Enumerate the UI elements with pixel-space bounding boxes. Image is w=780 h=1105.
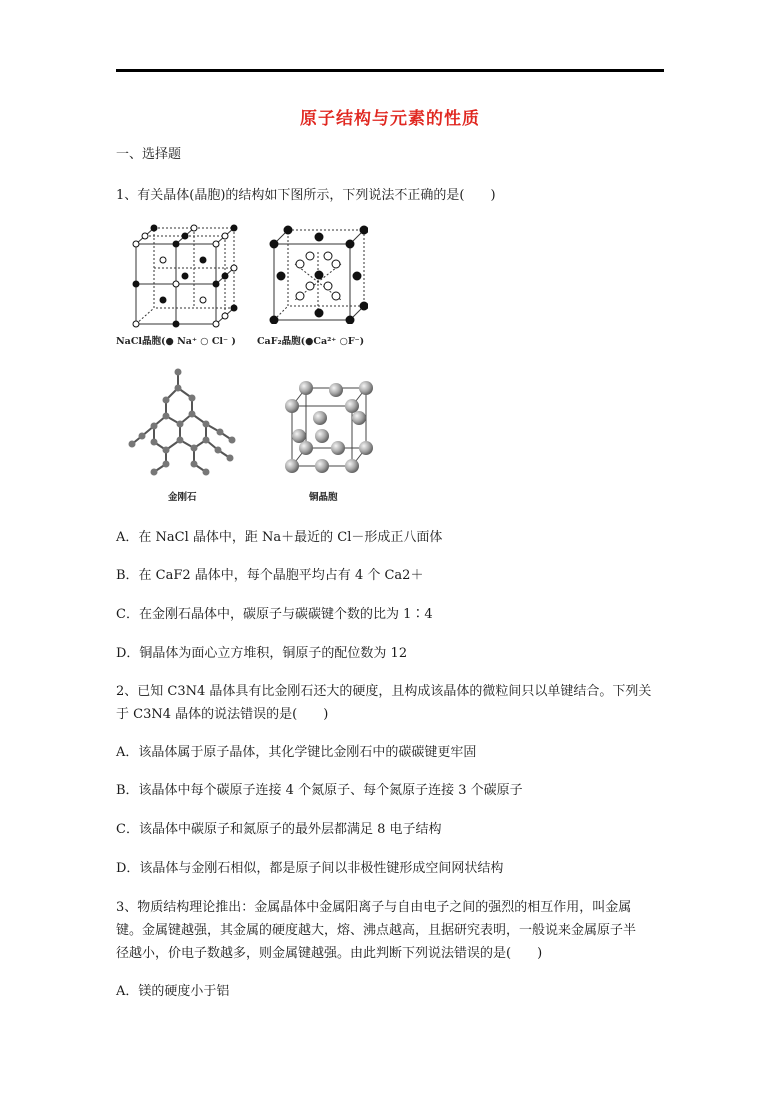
q1-option-a: A．在 NaCl 晶体中，距 Na＋最近的 Cl－形成正八面体 bbox=[116, 530, 443, 545]
diamond-caption: 金刚石 bbox=[168, 492, 197, 503]
q2-option-c: C．该晶体中碳原子和氮原子的最外层都满足 8 电子结构 bbox=[116, 822, 442, 837]
nacl-unit-cell-figure bbox=[128, 222, 238, 330]
q2-option-b: B．该晶体中每个碳原子连接 4 个氮原子、每个氮原子连接 3 个碳原子 bbox=[116, 783, 523, 798]
question-2-stem-line1: 2、已知 C3N4 晶体具有比金刚石还大的硬度，且构成该晶体的微粒间只以单键结合。下列关 bbox=[116, 684, 652, 699]
question-1-stem: 1、有关晶体(晶胞)的结构如下图所示，下列说法不正确的是( ) bbox=[116, 188, 496, 203]
header-rule bbox=[116, 69, 664, 72]
diamond-structure-figure bbox=[126, 366, 240, 478]
question-3-stem-line1: 3、物质结构理论推出：金属晶体中金属阳离子与自由电子之间的强烈的相互作用，叫金属 bbox=[116, 900, 632, 915]
q1-option-c: C．在金刚石晶体中，碳原子与碳碳键个数的比为 1∶4 bbox=[116, 607, 433, 622]
q2-option-d: D．该晶体与金刚石相似，都是原子间以非极性键形成空间网状结构 bbox=[116, 861, 504, 876]
q3-option-a: A．镁的硬度小于铝 bbox=[116, 984, 230, 999]
question-2-stem-line2: 于 C3N4 晶体的说法错误的是( ) bbox=[116, 707, 329, 722]
caf2-caption: CaF₂晶胞(●Ca²⁺ ○F⁻) bbox=[257, 336, 365, 347]
question-3-stem-line2: 键。金属键越强，其金属的硬度越大，熔、沸点越高，且据研究表明，一般说来金属原子半 bbox=[116, 923, 637, 938]
copper-caption: 铜晶胞 bbox=[309, 492, 338, 503]
section-heading: 一、选择题 bbox=[116, 147, 182, 162]
q1-option-d: D．铜晶体为面心立方堆积，铜原子的配位数为 12 bbox=[116, 646, 408, 661]
copper-unit-cell-figure bbox=[282, 378, 374, 474]
page-title: 原子结构与元素的性质 bbox=[300, 109, 480, 129]
question-3-stem-line3: 径越小，价电子数越多，则金属键越强。由此判断下列说法错误的是( ) bbox=[116, 946, 543, 961]
caf2-unit-cell-figure bbox=[268, 224, 368, 324]
q1-option-b: B．在 CaF2 晶体中，每个晶胞平均占有 4 个 Ca2＋ bbox=[116, 568, 424, 583]
q2-option-a: A．该晶体属于原子晶体，其化学键比金刚石中的碳碳键更牢固 bbox=[116, 745, 477, 760]
nacl-caption: NaCl晶胞(● Na⁺ ○ Cl⁻ ) bbox=[116, 336, 236, 347]
